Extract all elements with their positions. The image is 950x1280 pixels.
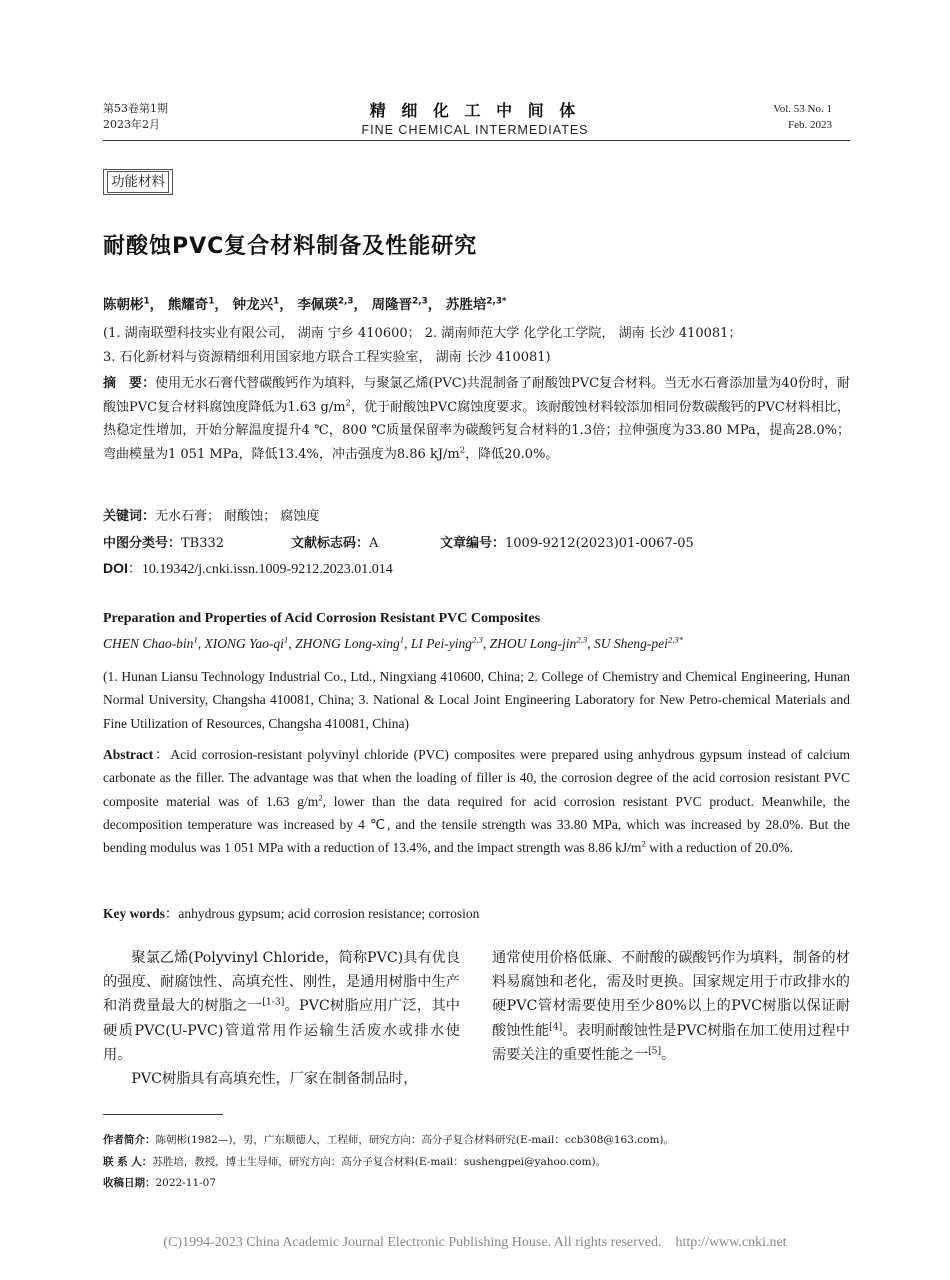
author-affil-en: 1 xyxy=(193,634,198,645)
author-affil-en: 2,3 xyxy=(576,634,588,645)
doi-line xyxy=(103,558,393,578)
keywords-en xyxy=(103,902,850,925)
paper-title-en: Preparation and Properties of Acid Corrosion Resistant PVC Composites xyxy=(103,611,541,626)
header-rule xyxy=(103,140,850,141)
keywords-en-label: Key words xyxy=(103,906,165,921)
author-affil-en: 2,3 xyxy=(471,634,483,645)
abstract-en-text: Acid corrosion-resistant polyvinyl chloride (PVC) composites were prepared using anhydrous gypsum instead of calcium carbonate as the filler. The advantage was that when the loading of filler is 40, the corrosion degree of the acid corrosion resistant PVC composite material was of 1.63 g/m xyxy=(103,747,851,809)
classification-line xyxy=(103,532,224,556)
footnote-label: 联 系 人： xyxy=(103,1156,153,1168)
keywords-cn-label: 关键词： xyxy=(103,509,156,524)
abstract-en-text: with a reduction of 20.0%. xyxy=(645,840,794,856)
footnote-text: 苏胜培，教授，博士生导师，研究方向：高分子复合材料(E-mail：sushengpei@yahoo.com)。 xyxy=(152,1156,607,1168)
journal-title-cn: 精 细 化 工 中 间 体 xyxy=(369,101,581,120)
keywords-cn-value: 无水石膏； 耐酸蚀； 腐蚀度 xyxy=(155,509,320,524)
article-number-value: 1009-9212(2023)01-0067-05 xyxy=(505,536,694,551)
citation-ref[interactable]: [4] xyxy=(549,1020,563,1032)
keywords-cn xyxy=(103,505,319,529)
body-text: 通常使用价格低廉、不耐酸的碳酸钙作为填料，制备的材料易腐蚀和老化，需及时更换。国家规定用于市政排水的硬PVC管材需要使用至少80%以上的PVC树脂以保证耐酸蚀性能 xyxy=(492,950,850,1039)
abstract-cn-text: 使用无水石膏代替碳酸钙作为填料，与聚氯乙烯(PVC)共混制备了耐酸蚀PVC复合材料。当无水石膏添加量为40份时，耐酸蚀PVC复合材料腐蚀度降低为1.63 g/m xyxy=(103,376,850,415)
footnote-label: 作者简介： xyxy=(103,1134,156,1146)
abstract-cn-text: ，优于耐酸蚀PVC腐蚀度要求。该耐酸蚀材料较添加相同份数碳酸钙的PVC材料相比，热稳定性增加，开始分解温度提升4 ℃，800 ℃质量保留率为碳酸钙复合材料的1.3倍；拉伸强度为33.80 MPa，提高28.0%；弯曲模量为1 051 MPa，降低13.4%，冲击强度为8.86 kJ/m xyxy=(103,399,850,462)
author-affil: 2,3 xyxy=(412,296,428,307)
footnote-text: 2022-11-07 xyxy=(155,1177,217,1189)
doc-code-value: A xyxy=(369,536,379,551)
citation-ref[interactable]: [1-3] xyxy=(262,996,285,1008)
author-affil-en: 2,3* xyxy=(667,634,684,645)
abstract-en-colon: ： xyxy=(153,747,171,762)
category-label: 功能材料 xyxy=(107,171,169,193)
footnote-received-date xyxy=(103,1175,216,1191)
body-paragraph xyxy=(103,946,460,1067)
author-affil: 1 xyxy=(208,296,215,307)
author-name: 周隆晋 xyxy=(371,297,413,313)
author-affil-en: 1 xyxy=(399,634,405,645)
date-en: Feb. 2023 xyxy=(788,119,832,131)
body-column-right xyxy=(492,946,850,1067)
affiliation-en: (1. Hunan Liansu Technology Industrial Co., Ltd., Ningxiang 410600, China; 2. College of Chemistry and Chemical Engineering, Hunan Normal University, Changsha 410081, China; 3. National & Local Joint Engineering Laboratory for New Petro-chemical Materials and Fine Utilization of Resources, Changsha 410081, China) xyxy=(103,669,850,731)
footnote-author-bio xyxy=(103,1132,674,1148)
body-text: 聚氯乙烯(Polyvinyl Chloride，简称PVC)具有优良的强度、耐腐蚀性、高填充性、刚性，是通用树脂中生产和消费量最大的树脂之一 xyxy=(103,950,460,1015)
abstract-cn-text: ，降低20.0%。 xyxy=(465,446,559,462)
author-name: 李佩瑛 xyxy=(297,297,338,313)
author-name-en: ZHONG Long-xing xyxy=(295,636,400,651)
paper-title-cn: 耐酸蚀PVC复合材料制备及性能研究 xyxy=(103,234,478,259)
authors-cn: 陈朝彬$^1$， 熊耀奇$^1$， 钟龙兴$^1$， 李佩瑛$^{2,3}$， 周隆晋$^{2,3}$， 苏胜培$^{2,3*}$ xyxy=(103,296,507,313)
author-affil: 1 xyxy=(273,296,280,307)
author-name: 钟龙兴 xyxy=(232,297,274,313)
doi-link[interactable]: ：10.19342/j.cnki.issn.1009-9212.2023.01.014 xyxy=(127,562,393,577)
authors-en: CHEN Chao-bin$^1$, XIONG Yao-$qi^1$, ZHONG Long-xing$^1$, LI Pei-ying$^{2,3}$, ZHOU Long-jin$^{2,3}$, SU Sheng-pei$^{2,3*}$ xyxy=(103,634,684,651)
author-name: 苏胜培 xyxy=(445,297,487,313)
superscript: 2 xyxy=(641,838,646,849)
clc-label: 中图分类号： xyxy=(103,536,182,551)
keywords-en-value: ：anhydrous gypsum; acid corrosion resistance; corrosion xyxy=(164,906,480,921)
abstract-cn-label: 摘 要： xyxy=(103,376,156,391)
body-text: 。表明耐酸蚀性是PVC树脂在加工使用过程中需要关注的重要性能之一 xyxy=(492,1022,850,1063)
volume-en: Vol. 53 No. 1 xyxy=(773,103,832,115)
footnote-rule xyxy=(103,1114,223,1115)
author-name: 熊耀奇 xyxy=(167,297,209,313)
author-affil: 1 xyxy=(143,296,150,307)
body-paragraph xyxy=(103,1067,460,1091)
copyright-notice: (C)1994-2023 China Academic Journal Electronic Publishing House. All rights reserved. http://www.cnki.net xyxy=(163,1235,787,1250)
body-text: PVC树脂具有高填充性，厂家在制备制品时， xyxy=(131,1071,418,1088)
author-name-en: XIONG Yao-qi xyxy=(204,636,284,651)
doc-code-label: 文献标志码： xyxy=(291,536,370,551)
author-name-en: CHEN Chao-bin xyxy=(103,636,194,651)
clc-value: TB332 xyxy=(181,536,225,551)
body-text: 。PVC树脂应用广泛，其中硬质PVC(U-PVC)管道常用作运输生活废水或排水使用。 xyxy=(103,998,460,1063)
article-number xyxy=(440,532,694,556)
affiliation-cn-line1: (1. 湖南联塑科技实业有限公司， 湖南 宁乡 410600； 2. 湖南师范大学 化学化工学院， 湖南 长沙 410081； xyxy=(103,326,742,341)
running-header-right xyxy=(773,101,832,133)
author-name: 陈朝彬 xyxy=(103,297,144,313)
affiliation-cn-line2: 3. 石化新材料与资源精细利用国家地方联合工程实验室， 湖南 长沙 410081) xyxy=(103,349,551,365)
author-name-en: SU Sheng-pei xyxy=(594,636,668,651)
superscript: 2 xyxy=(318,792,323,803)
affiliation-cn xyxy=(103,322,853,369)
author-affil: 2,3 xyxy=(337,296,354,307)
author-affil: 2,3* xyxy=(486,296,507,307)
article-number-label: 文章编号： xyxy=(440,536,506,551)
doi-label: DOI xyxy=(103,560,128,576)
footnote-contact xyxy=(103,1154,606,1170)
date-cn: 2023年2月 xyxy=(103,118,160,131)
body-text: 。 xyxy=(661,1046,676,1063)
author-affil-en: 1 xyxy=(283,634,289,645)
author-name-en: LI Pei-ying xyxy=(410,636,472,651)
footnote-label: 收稿日期： xyxy=(103,1177,156,1189)
citation-ref[interactable]: [5] xyxy=(648,1045,662,1057)
journal-title-en: FINE CHEMICAL INTERMEDIATES xyxy=(361,123,589,137)
abstract-en xyxy=(103,743,850,859)
superscript: 2 xyxy=(345,397,351,408)
abstract-en-text: , lower than the data required for acid corrosion resistant PVC product. Meanwhile, the decomposition temperature was increased by 4 ℃, and the tensile strength was 33.80 MPa, which was increased by 28.0%. But the bending modulus was 1 051 MPa with a reduction of 13.4%, and the impact strength was 8.86 kJ/m xyxy=(103,793,850,856)
doc-code xyxy=(291,532,378,556)
abstract-en-label: Abstract xyxy=(103,747,154,762)
superscript: 2 xyxy=(459,444,466,455)
author-name-en: ZHOU Long-jin xyxy=(489,636,577,651)
body-column-left xyxy=(103,946,460,1091)
abstract-cn xyxy=(103,372,850,466)
footnote-text: 陈朝彬(1982—)，男，广东顺德人，工程师，研究方向：高分子复合材料研究(E-mail：ccb308@163.com)。 xyxy=(155,1134,675,1146)
body-paragraph xyxy=(492,946,850,1067)
volume-cn: 第53卷第1期 xyxy=(103,102,168,115)
category-box xyxy=(103,169,173,195)
